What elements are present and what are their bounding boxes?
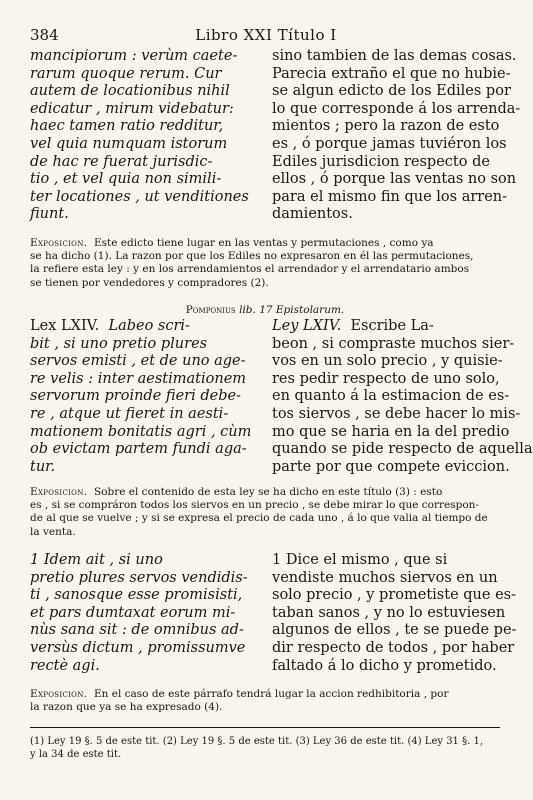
exposition-label: Exposicion. <box>30 486 88 498</box>
spanish-line: Escribe La- <box>350 318 434 334</box>
latin-line: edicatur , mirum videbatur: <box>30 100 234 117</box>
page-header <box>30 26 502 46</box>
footnote-line: (1) Ley 19 §. 5 de este tit. (2) Ley 19 §. 5 de este tit. (3) Ley 36 de este tit. (4) Ley 31 §. 1, <box>30 736 483 747</box>
latin-line: mationem bonitatis agri , cùm <box>30 423 252 440</box>
spanish-line: es , ó porque jamas tuviéron los <box>272 135 507 152</box>
latin-column <box>30 552 262 675</box>
exposition-line: la venta. <box>30 525 76 538</box>
section-2 <box>30 318 533 476</box>
spanish-column <box>272 552 517 675</box>
exposition-line: la refiere esta ley : y en los arrendamientos el arrendador y el arrendatario ambos <box>30 263 470 276</box>
exposition-1 <box>30 237 500 290</box>
latin-line: mancipiorum : verùm caete- <box>30 48 238 64</box>
spanish-line: quando se pide respecto de aquella <box>272 441 533 458</box>
spanish-line: en quanto á la estimacion de es- <box>272 388 510 405</box>
spanish-line: taban sanos , y no lo estuviesen <box>272 604 506 621</box>
attribution-author: Pomponius <box>185 304 236 316</box>
latin-line: ti , sanosque esse promisisti, <box>30 587 243 604</box>
latin-line: nùs sana sit : de omnibus ad- <box>30 622 244 639</box>
latin-line: rectè agi. <box>30 657 100 674</box>
exposition-line: se ha dicho (1). La razon por que los Ediles no expresaron en él las permutaciones, <box>30 250 474 263</box>
spanish-column <box>272 48 521 224</box>
latin-line: vel quia numquam istorum <box>30 135 228 152</box>
spanish-law-heading: Ley LXIV. <box>272 318 342 334</box>
latin-line: servos emisti , et de uno age- <box>30 353 246 370</box>
spanish-line: vendiste muchos siervos en un <box>272 569 498 586</box>
running-title: Libro XXI Título I <box>195 26 337 44</box>
exposition-2 <box>30 486 500 539</box>
spanish-line: mientos ; pero la razon de esto <box>272 118 500 135</box>
spanish-line: 1 Dice el mismo , que si <box>272 552 448 568</box>
latin-line: bit , si uno pretio plures <box>30 335 208 352</box>
spanish-column <box>272 318 533 476</box>
exposition-label: Exposicion. <box>30 237 88 249</box>
latin-line: autem de locationibus nihil <box>30 83 230 100</box>
latin-line: servorum proinde fieri debe- <box>30 388 241 405</box>
latin-line: Labeo scri- <box>108 318 190 334</box>
latin-line: versùs dictum , promissumve <box>30 639 246 656</box>
exposition-line: de al que se vuelve ; y si se expresa el precio de cada uno , á lo que valia al tiempo de <box>30 512 488 525</box>
latin-law-heading: Lex LXIV. <box>30 318 100 334</box>
spanish-line: vos en un solo precio , y quisie- <box>272 353 503 370</box>
footnote-divider <box>30 727 500 728</box>
spanish-line: lo que corresponde á los arrenda- <box>272 100 521 117</box>
exposition-label: Exposicion. <box>30 688 88 700</box>
exposition-line: Sobre el contenido de esta ley se ha dicho en este título (3) : esto <box>93 486 443 498</box>
spanish-line: mo que se haria en la del predio <box>272 423 510 440</box>
attribution <box>30 304 500 316</box>
spanish-line: Ediles jurisdicion respecto de <box>272 153 490 170</box>
latin-line: pretio plures servos vendidis- <box>30 569 248 586</box>
spanish-line: solo precio , y prometiste que es- <box>272 587 516 604</box>
latin-line: re velis : inter aestimationem <box>30 370 247 387</box>
latin-line: de hac re fuerat jurisdic- <box>30 153 213 170</box>
spanish-line: res pedir respecto de uno solo, <box>272 370 500 387</box>
latin-line: haec tamen ratio redditur, <box>30 118 224 135</box>
spanish-line: algunos de ellos , te se puede pe- <box>272 622 517 639</box>
spanish-line: faltado á lo dicho y prometido. <box>272 657 497 674</box>
latin-line: 1 Idem ait , si uno <box>30 552 163 568</box>
spanish-line: beon , si compraste muchos sier- <box>272 335 515 352</box>
spanish-line: tos siervos , se debe hacer lo mis- <box>272 405 521 422</box>
footnotes <box>30 735 500 761</box>
exposition-line: Este edicto tiene lugar en las ventas y permutaciones , como ya <box>93 237 434 249</box>
exposition-3 <box>30 688 500 714</box>
exposition-line: la razon que ya se ha expresado (4). <box>30 701 223 714</box>
spanish-line: dir respecto de todos , por haber <box>272 639 515 656</box>
attribution-work: lib. 17 Epistolarum. <box>239 304 345 316</box>
spanish-line: damientos. <box>272 206 353 223</box>
exposition-line: es , si se compráron todos los siervos en un precio , se debe mirar lo que correspon- <box>30 499 479 512</box>
spanish-line: ellos , ó porque las ventas no son <box>272 171 517 188</box>
latin-line: fiunt. <box>30 206 69 223</box>
spanish-line: sino tambien de las demas cosas. <box>272 48 517 64</box>
spanish-line: para el mismo fin que los arren- <box>272 188 508 205</box>
latin-line: ob evictam partem fundi aga- <box>30 441 247 458</box>
section-1 <box>30 48 521 224</box>
latin-line: tur. <box>30 458 56 475</box>
latin-line: tio , et vel quia non simili- <box>30 171 222 188</box>
latin-line: re , atque ut fieret in aesti- <box>30 405 229 422</box>
section-3 <box>30 552 517 675</box>
latin-column <box>30 48 262 224</box>
spanish-line: Parecia extraño el que no hubie- <box>272 65 511 82</box>
footnote-line: y la 34 de este tit. <box>30 749 122 760</box>
latin-line: et pars dumtaxat eorum mi- <box>30 604 236 621</box>
spanish-line: se algun edicto de los Ediles por <box>272 83 511 100</box>
spanish-line: parte por que compete eviccion. <box>272 458 510 475</box>
latin-line: ter locationes , ut venditiones <box>30 188 249 205</box>
page-number: 384 <box>30 26 59 44</box>
latin-column <box>30 318 262 476</box>
exposition-line: En el caso de este párrafo tendrá lugar la accion redhibitoria , por <box>93 688 449 700</box>
exposition-line: se tienen por vendedores y compradores (2). <box>30 276 269 289</box>
latin-line: rarum quoque rerum. Cur <box>30 65 222 82</box>
